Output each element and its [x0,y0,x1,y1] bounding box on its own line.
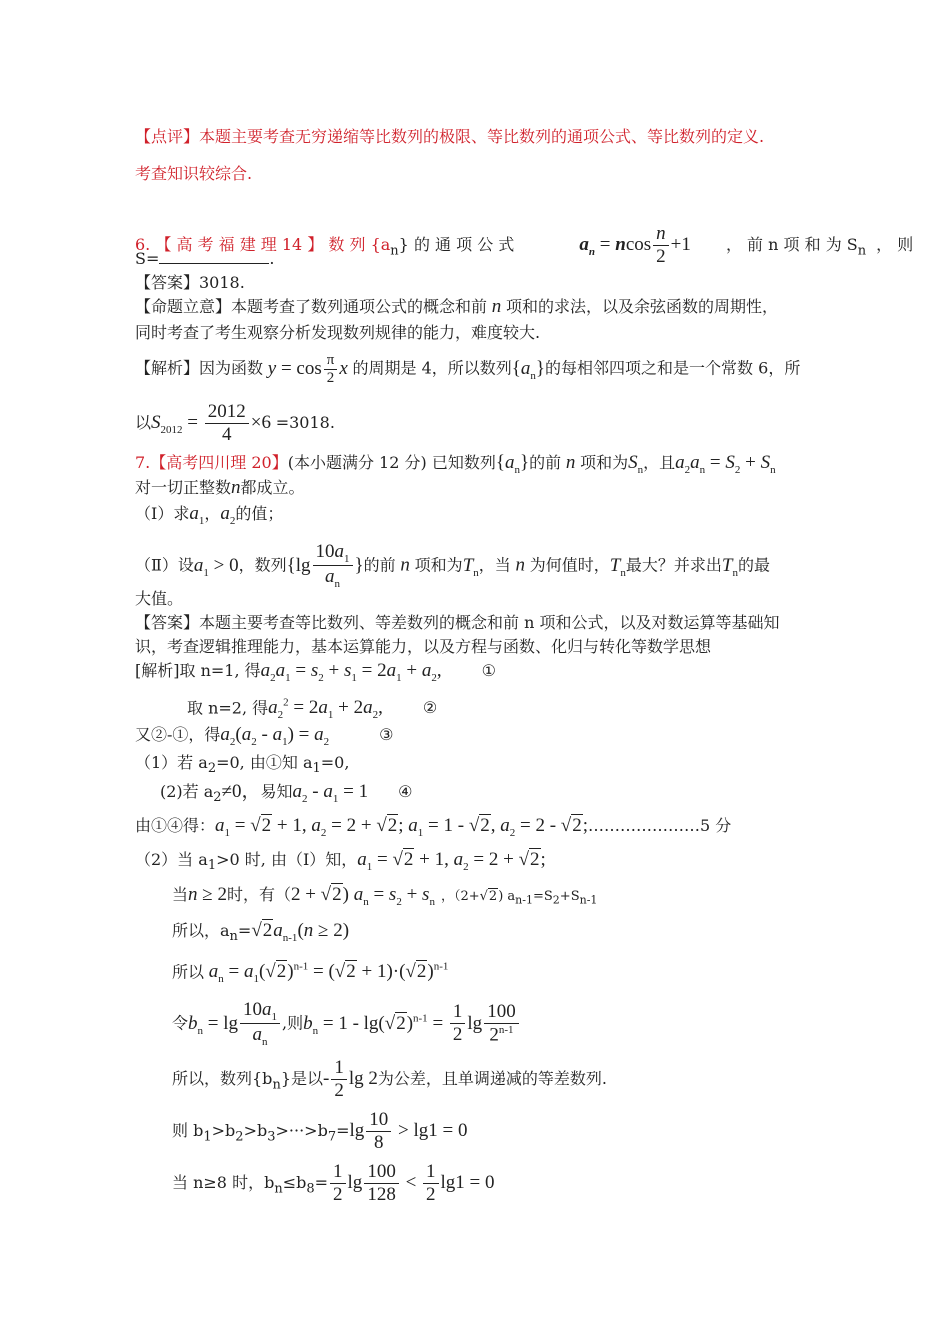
q7-step-14: 当 n≥8 时，$b_n\le b_8=$ $\frac{1}{2}$ lg $\frac{100}{128}$ < $\frac{1}{2}$ lg1 = 0 [172,1161,495,1205]
q7-step-1: [解析]取 n=1, 得$a_2a_1 = s_2 + s_1 = 2a_1 + a_2$, ① [135,660,496,684]
q6-intent-1: 【命题立意】本题考查了数列通项公式的概念和前 n 项和的求法，以及余弦函数的周期性， [135,296,779,317]
review-line-2: 考查知识较综合. [135,164,253,183]
q7-step-10: 所以 $a_n = a_1(√2)^{n-1} = (√2 + 1)\cdot(√2)^{n-1}$ [172,961,449,986]
q7-part-2-end: 大值。 [135,589,184,608]
q7-condition: 对一切正整数n都成立。 [135,477,305,498]
q7-step-9: 所以，$a_n=√2a_{n-1}(n \ge 2)$ [172,920,350,945]
q6-answer: 【答案】3018. [135,273,245,292]
q7-answer-2: 识，考查逻辑推理能力，基本运算能力，以及方程与函数、化归与转化等数学思想 [135,637,712,656]
q7-part-2: （Ⅱ）设$a_1 > 0$，数列{lg $\frac{10a_1}{a_n}$ }的前 n 项和为$T_n$，当 n 为何值时，$T_n$最大？并求出$T_n$的最 [135,541,770,590]
q7-step-2: 取 n=2, 得$a_2^2 = 2a_1 + 2a_2$, ② [187,697,438,722]
q7-step-6: 由①④得：$a_1 = √2 + 1$, $a_2 = 2 + √2$; $a_1 = 1 - √2$, $a_2 = 2$ - √2;…………………5 分 [135,815,732,839]
q7-step-4: （1）若 $a_2=0$, 由①知 $a_1=0$, [135,753,350,777]
q7-answer-1: 【答案】本题主要考查等比数列、等差数列的概念和前 n 项和公式，以及对数运算等基础知 [135,613,780,632]
q6-s-blank: S= . [135,249,275,268]
q7-step-3: 又②-①，得$a_2(a_2 - a_1) = a_2$ ③ [135,724,394,748]
q6-heading: 6. 【 高 考 福 建 理 14 】 数 列 $\{a_n\}$ 的 通 项 公 式 $a_n = ncos$ $\frac{n}{2}$ +1 ， 前 n 项 和 为 $S_n$ ， 则 [135,223,914,267]
q6-intent-2: 同时考查了考生观察分析发现数列规律的能力，难度较大. [135,323,541,342]
q7-step-7: （2）当 $a_1>0$ 时, 由（Ⅰ）知，$a_1 = √2 + 1$, $a_2 = 2 + √2$; [135,849,546,874]
q6-head-text: 6. 【 高 考 福 建 理 14 】 数 列 {a [135,235,391,255]
q6-formula: $a_n = ncos$ $\frac{n}{2}$ +1 [579,223,691,267]
q6-solution-2: 以$S_{2012}$ = $\frac{2012}{4}$ ×6 =3018. [135,401,335,445]
q7-step-11: 令$b_n = \lg$ $\frac{10a_1}{a_n}$ ,则$b_n = 1 - \lg(√2)^{n-1}$ = $\frac{1}{2}$ lg $\frac{100}{2^{n-1}}$ [172,1000,521,1048]
q6-solution-1: 【解析】因为函数 y = cos $\frac{\pi}{2}$ x 的周期是 4，所以数列$\{a_n\}$的每相邻四项之和是一个常数 6，所 [135,352,801,386]
q7-part-1: （Ⅰ）求$a_1$，$a_2$的值； [135,503,284,527]
q7-step-12: 所以，数列$\{b_n\}$是以- $\frac{1}{2}$ lg 2为公差，且单调递减的等差数列. [172,1057,607,1101]
review-line-1: 【点评】本题主要考查无穷递缩等比数列的极限、等比数列的通项公式、等比数列的定义. [135,127,765,146]
q7-step-8: 当n ≥ 2时，有（2 + √2) $a_n = s_2 + s_n$ ，（2+√2) $a_{n-1}=S_2+S_{n-1}$ [172,884,598,908]
q7-step-5: (2)若 $a_2\ne 0$，易知$a_2 - a_1 = 1$ ④ [160,781,413,806]
q7-heading: 7.【高考四川理 20】(本小题满分 12 分) 已知数列$\{a_n\}$的前 n 项和为$S_n$，且$a_2a_n = S_2 + S_n$ [135,452,776,476]
q7-step-13: 则 $b_1>b_2>b_3>\cdot\cdot\cdot>b_7=\lg$ $\frac{10}{8}$ > lg1 = 0 [172,1109,468,1153]
